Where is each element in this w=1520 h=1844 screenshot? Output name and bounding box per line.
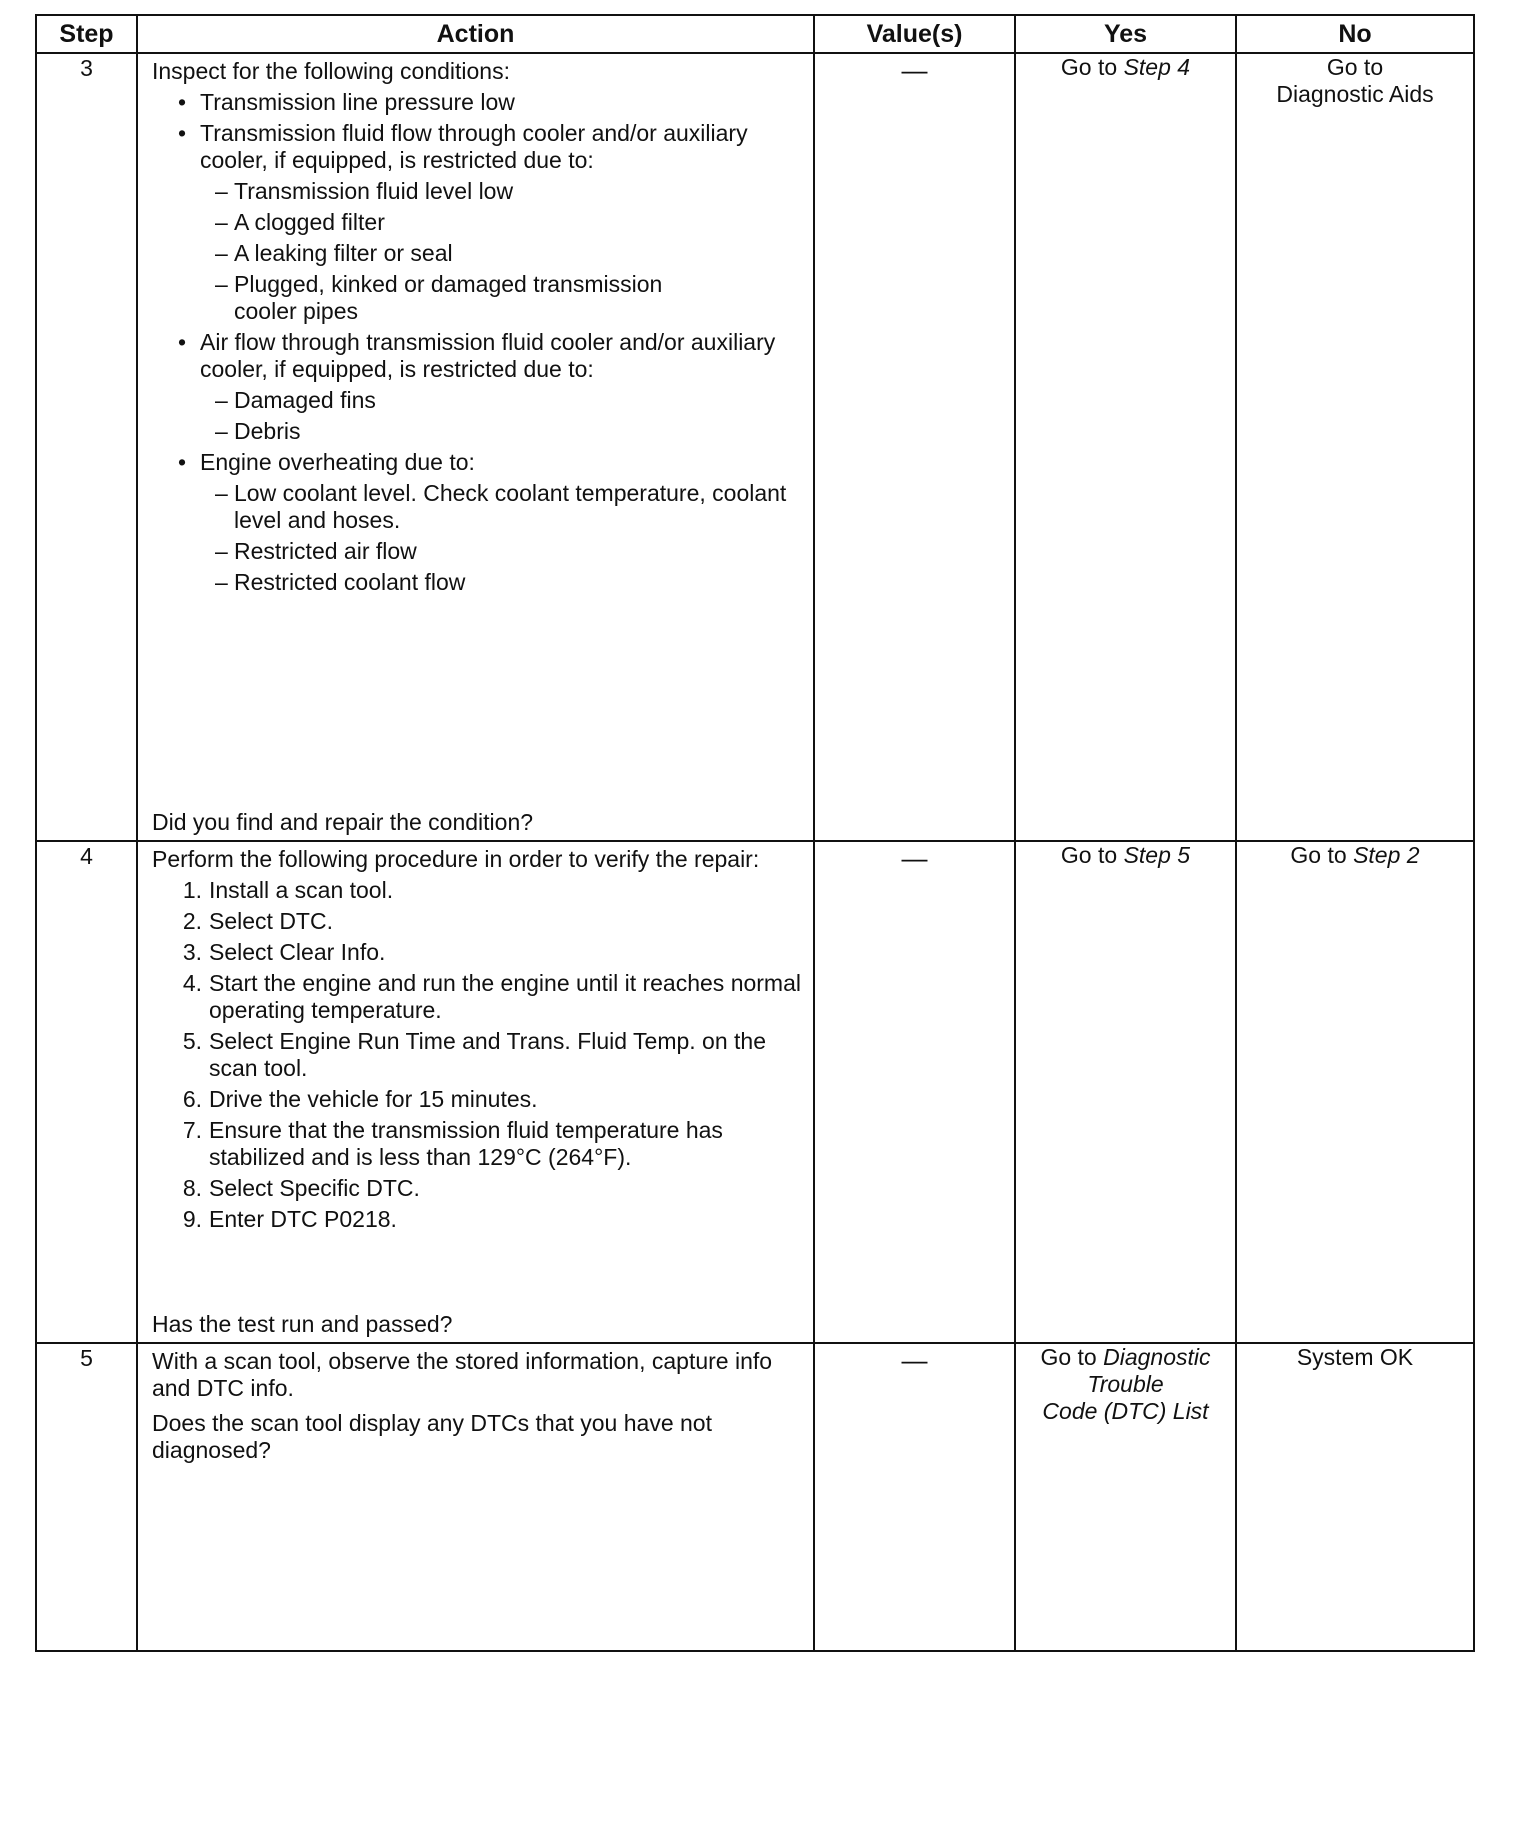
procedure-step: 6. Drive the vehicle for 15 minutes.: [182, 1086, 538, 1112]
no-cell: System OK: [1236, 1343, 1474, 1651]
sub-item: – Plugged, kinked or damaged transmission cooler pipes: [152, 271, 803, 325]
step-number: 4: [36, 841, 137, 1343]
no-cell: [1236, 53, 1474, 841]
action-question: Does the scan tool display any DTCs that you have not diagnosed?: [152, 1410, 712, 1463]
procedure-step: 7. Ensure that the transmission fluid temperature has stabilized and is less than 129°C (264°F).: [182, 1117, 723, 1170]
action-text: With a scan tool, observe the stored information, capture info and DTC info.: [152, 1348, 773, 1401]
action-cell: [137, 53, 814, 841]
action-question: Did you find and repair the condition?: [152, 809, 534, 835]
sub-item: – A clogged filter: [152, 209, 803, 236]
sub-item: – Transmission fluid level low: [152, 178, 803, 205]
diagnostic-table: [35, 14, 1475, 1652]
sub-item: – Restricted coolant flow: [152, 569, 803, 596]
header-yes: Yes: [1015, 15, 1236, 53]
value-cell: —: [814, 1343, 1015, 1651]
sub-item: – Low coolant level. Check coolant temperature, coolant level and hoses.: [152, 480, 803, 534]
value-cell: —: [814, 53, 1015, 841]
header-values: Value(s): [814, 15, 1015, 53]
procedure-step: 2. Select DTC.: [182, 908, 333, 934]
yes-dtc-list-link[interactable]: Code (DTC) List: [1042, 1398, 1209, 1424]
bullet-item: • Engine overheating due to:: [152, 449, 803, 476]
sub-item: – A leaking filter or seal: [152, 240, 803, 267]
table-row-step-4: [36, 841, 1474, 1343]
header-no: No: [1236, 15, 1474, 53]
yes-step-link[interactable]: Step 4: [1123, 54, 1191, 80]
action-cell: [137, 841, 814, 1343]
sub-item: – Debris: [152, 418, 803, 445]
action-intro: Inspect for the following conditions:: [152, 58, 510, 84]
no-line-1: Go to: [1326, 54, 1384, 80]
bullet-item: • Transmission fluid flow through cooler and/or auxiliary cooler, if equipped, is restricted due to:: [152, 120, 803, 174]
yes-dtc-list-link[interactable]: Trouble: [1087, 1371, 1164, 1397]
procedure-step: 1. Install a scan tool.: [182, 877, 394, 903]
yes-prefix: Go to: [1060, 54, 1124, 80]
no-diagnostic-aids-link[interactable]: Diagnostic Aids: [1276, 81, 1434, 107]
action-intro: Perform the following procedure in order to verify the repair:: [152, 846, 760, 872]
no-cell: [1236, 841, 1474, 1343]
procedure-step: 3. Select Clear Info.: [182, 939, 386, 965]
procedure-step: 8. Select Specific DTC.: [182, 1175, 420, 1201]
yes-cell: [1015, 1343, 1236, 1651]
yes-dtc-list-link[interactable]: Diagnostic: [1103, 1344, 1211, 1370]
procedure-step: 9. Enter DTC P0218.: [182, 1206, 397, 1232]
yes-prefix: Go to: [1060, 842, 1124, 868]
step-number: 3: [36, 53, 137, 841]
yes-cell: [1015, 53, 1236, 841]
sub-item: – Restricted air flow: [152, 538, 803, 565]
yes-prefix: Go to: [1040, 1344, 1104, 1370]
no-prefix: Go to: [1290, 842, 1354, 868]
table-row-step-5: [36, 1343, 1474, 1651]
step-number: 5: [36, 1343, 137, 1651]
value-cell: —: [814, 841, 1015, 1343]
header-step: Step: [36, 15, 137, 53]
no-step-link[interactable]: Step 2: [1353, 842, 1420, 868]
procedure-step: 4. Start the engine and run the engine until it reaches normal operating temperature.: [182, 970, 801, 1023]
table-row-step-3: [36, 53, 1474, 841]
action-cell: [137, 1343, 814, 1651]
bullet-item: • Air flow through transmission fluid cooler and/or auxiliary cooler, if equipped, is restricted due to:: [152, 329, 803, 383]
yes-cell: [1015, 841, 1236, 1343]
bullet-item: • Transmission line pressure low: [152, 89, 803, 116]
header-action: Action: [137, 15, 814, 53]
header-row: [36, 15, 1474, 53]
sub-item: – Damaged fins: [152, 387, 803, 414]
yes-step-link[interactable]: Step 5: [1123, 842, 1191, 868]
action-question: Has the test run and passed?: [152, 1311, 453, 1337]
procedure-step: 5. Select Engine Run Time and Trans. Fluid Temp. on the scan tool.: [182, 1028, 766, 1081]
